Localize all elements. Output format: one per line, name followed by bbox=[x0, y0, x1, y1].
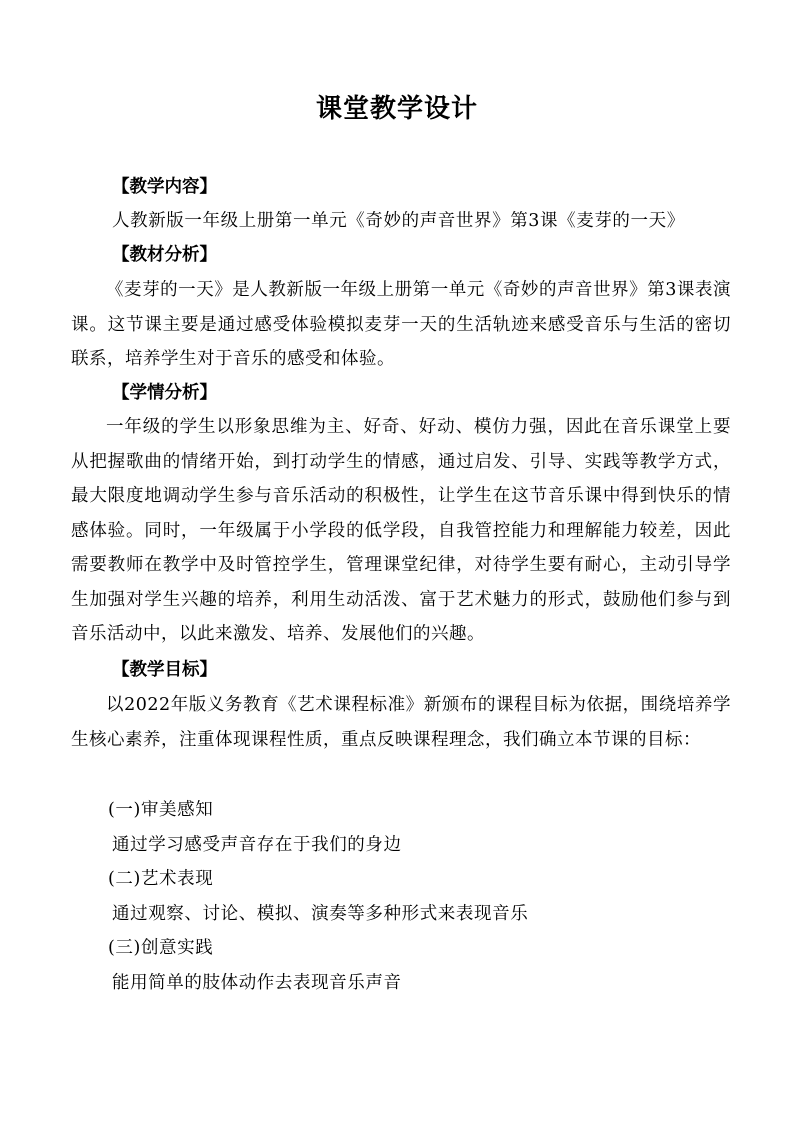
teaching-content-text: 人教新版一年级上册第一单元《奇妙的声音世界》第3课《麦芽的一天》 bbox=[112, 211, 685, 231]
heading-teaching-goals: 【教学目标】 bbox=[112, 660, 217, 680]
goal-2-text: 通过观察、讨论、模拟、演奏等多种形式来表现音乐 bbox=[112, 904, 529, 924]
student-analysis-paragraph: 一年级的学生以形象思维为主、好奇、好动、模仿力强，因此在音乐课堂上要从把握歌曲的情绪开始，到打动学生的情感，通过启发、引导、实践等教学方式，最大限度地调动学生参与音乐活动的积极性，让学生在这节音乐课中得到快乐的情感体验。同时，一年级属于小学段的低学段，自我管控能力和理解能力较差，因此需要教师在教学中及时管控学生，管理课堂纪律，对待学生要有耐心，主动引导学生加强对学生兴趣的培养，利用生动活泼、富于艺术魅力的形式，鼓励他们参与到音乐活动中，以此来激发、培养、发展他们的兴趣。 bbox=[71, 417, 731, 644]
heading-student-analysis: 【学情分析】 bbox=[112, 383, 217, 403]
material-analysis-paragraph: 《麦芽的一天》是人教新版一年级上册第一单元《奇妙的声音世界》第3课表演课。这节课主要是通过感受体验模拟麦芽一天的生活轨迹来感受音乐与生活的密切联系，培养学生对于音乐的感受和体验。 bbox=[71, 280, 731, 369]
heading-teaching-content: 【教学内容】 bbox=[112, 177, 217, 197]
goal-3-label: (三)创意实践 bbox=[108, 938, 214, 958]
teaching-goals-intro: 以2022年版义务教育《艺术课程标准》新颁布的课程目标为依据，围绕培养学生核心素养，注重体现课程性质，重点反映课程理念，我们确立本节课的目标： bbox=[71, 695, 731, 750]
goal-1-label: (一)审美感知 bbox=[108, 800, 214, 820]
heading-material-analysis: 【教材分析】 bbox=[112, 245, 217, 265]
goal-1-text: 通过学习感受声音存在于我们的身边 bbox=[112, 835, 402, 855]
goal-2-label: (二)艺术表现 bbox=[108, 869, 214, 889]
page-title: 课堂教学设计 bbox=[315, 94, 478, 124]
goal-3-text: 能用简单的肢体动作去表现音乐声音 bbox=[112, 973, 402, 993]
